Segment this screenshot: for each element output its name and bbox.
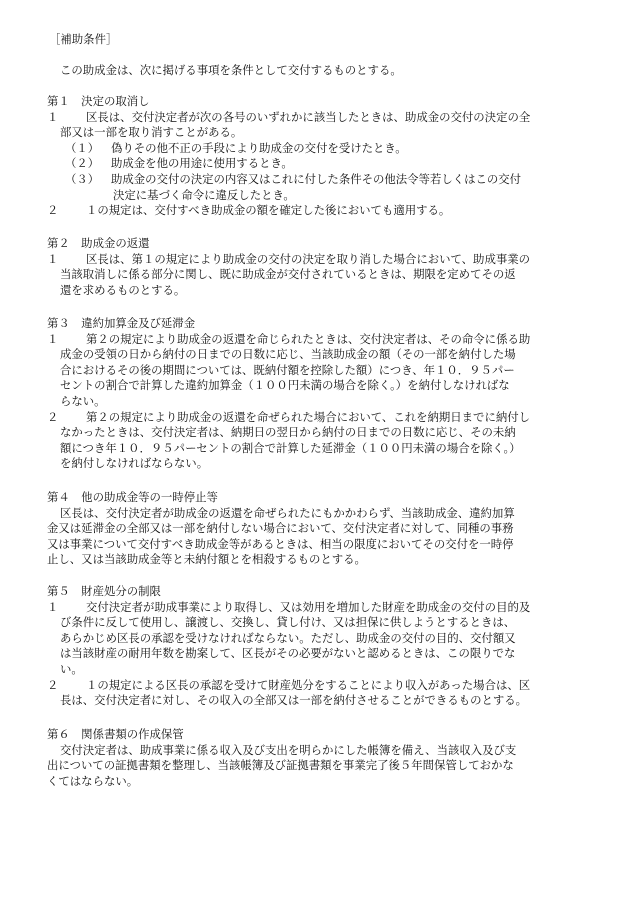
clause-line: 額につき年１０．９５パーセントの割合で計算した延滞金（１００円未満の場合を除く。）: [60, 440, 521, 455]
clause-line: び条件に反して使用し、譲渡し、交換し、貸し付け、又は担保に供しようとするときは、: [60, 615, 516, 630]
subclause-line: 決定に基づく命令に違反したとき。: [113, 187, 295, 202]
clause-line: 第２の規定により助成金の返還を命ぜられた場合において、これを納期日までに納付し: [86, 409, 531, 424]
intro-paragraph: この助成金は、次に掲げる事項を条件として交付するものとする。: [60, 63, 402, 77]
clause-line: 当該取消しに係る部分に関し、既に助成金が交付されているときは、期限を定めてその返: [60, 267, 516, 282]
section-heading: 第３ 違約加算金及び延滞金: [47, 316, 196, 330]
subclause-line: 偽りその他不正の手段により助成金の交付を受けたとき。: [111, 140, 407, 155]
paragraph-line: 区長は、交付決定者が助成金の返還を命ぜられたにもかかわらず、当該助成金、違約加算: [60, 505, 515, 520]
paragraph-line: 出についての証拠書類を整理し、当該帳簿及び証拠書類を事業完了後５年間保管しておかな: [47, 758, 514, 773]
subclause-line: 助成金の交付の決定の内容又はこれに付した条件その他法令等若しくはこの交付: [111, 171, 522, 186]
clause-line: １の規定による区長の承認を受けて財産処分をすることにより収入があった場合は、区: [86, 677, 531, 692]
clause-line: を納付しなければならない。: [60, 456, 209, 471]
section-heading: 第４ 他の助成金等の一時停止等: [47, 490, 218, 504]
section-heading: 第６ 関係書類の作成保管: [47, 727, 184, 741]
clause-number: １: [47, 109, 59, 124]
section-6-records-retention: [47, 727, 587, 789]
subclause-number: （２）: [65, 156, 100, 171]
section-paragraph: [47, 743, 587, 790]
clause-line: なかったときは、交付決定者は、納期日の翌日から納付の日までの日数に応じ、その未納: [60, 425, 516, 440]
clause-line: あらかじめ区長の承認を受けなければならない。ただし、助成金の交付の目的、交付額又: [60, 630, 516, 645]
clause-2: [47, 410, 587, 472]
section-heading: 第２ 助成金の返還: [47, 236, 150, 250]
clause-2: [47, 203, 587, 219]
clause-number: １: [47, 251, 59, 266]
paragraph-line: 止し、又は当該助成金等と未納付額とを相殺するものとする。: [47, 552, 366, 567]
section-5-property-disposal: [47, 584, 587, 709]
clause-line: 第２の規定により助成金の返還を命じられたときは、交付決定者は、その命令に係る助: [86, 331, 531, 346]
clause-number: １: [47, 331, 59, 346]
clause-line: セントの割合で計算した違約加算金（１００円未満の場合を除く。）を納付しなければな: [60, 378, 510, 393]
paragraph-line: くてはならない。: [47, 773, 139, 788]
clause-number: ２: [47, 409, 59, 424]
clause-line: 長は、交付決定者に対し、その収入の全部又は一部を納付させることができるものとする。: [60, 693, 528, 708]
clause-line: 区長は、交付決定者が次の各号のいずれかに該当したときは、助成金の交付の決定の全: [86, 109, 531, 124]
clause-line: 部又は一部を取り消すことがある。: [60, 125, 243, 140]
subclause-number: （３）: [65, 171, 100, 186]
section-2-refund: [47, 236, 587, 298]
clause-line: 合におけるその後の期間については、既納付額を控除した額）につき、年１０．９５パー: [60, 362, 515, 377]
clause-line: い。: [60, 661, 83, 676]
clause-line: 交付決定者が助成事業により取得し、又は効用を増加した財産を助成金の交付の目的及: [86, 599, 531, 614]
section-4-suspension: [47, 490, 587, 568]
clause-line: 区長は、第１の規定により助成金の交付の決定を取り消した場合において、助成事業の: [86, 251, 531, 266]
clause-1: [47, 110, 587, 204]
section-1-revocation: [47, 94, 587, 219]
clause-number: ２: [47, 203, 59, 218]
section-paragraph: [47, 506, 587, 568]
paragraph-line: 又は事業について交付すべき助成金等があるときは、相当の限度においてその交付を一時停: [47, 536, 514, 551]
clause-line: 成金の受領の日から納付の日までの日数に応じ、当該助成金の額（その一部を納付した場: [60, 347, 516, 362]
document-title: ［補助条件］: [49, 32, 118, 46]
section-heading: 第５ 財産処分の制限: [47, 584, 161, 598]
paragraph-line: 交付決定者は、助成事業に係る収入及び支出を明らかにした帳簿を備え、当該収入及び支: [60, 742, 517, 757]
clause-line: らない。: [60, 393, 106, 408]
clause-line: は当該財産の耐用年数を勘案して、区長がその必要がないと認めるときは、この限りでな: [60, 646, 516, 661]
clause-number: １: [47, 599, 59, 614]
clause-number: ２: [47, 677, 59, 692]
clause-1: [47, 332, 587, 410]
clause-line: １の規定は、交付すべき助成金の額を確定した後においても適用する。: [86, 203, 451, 218]
clause-line: 還を求めるものとする。: [60, 282, 186, 297]
paragraph-line: 金又は延滞金の全部又は一部を納付しない場合において、交付決定者に対して、同種の事務: [47, 521, 514, 536]
clause-1: [47, 600, 587, 678]
clause-2: [47, 678, 587, 709]
subclause-number: （１）: [65, 140, 100, 155]
section-3-penalty: [47, 316, 587, 472]
subclause-line: 助成金を他の用途に使用するとき。: [111, 156, 293, 171]
section-heading: 第１ 決定の取消し: [47, 94, 150, 108]
clause-1: [47, 252, 587, 299]
